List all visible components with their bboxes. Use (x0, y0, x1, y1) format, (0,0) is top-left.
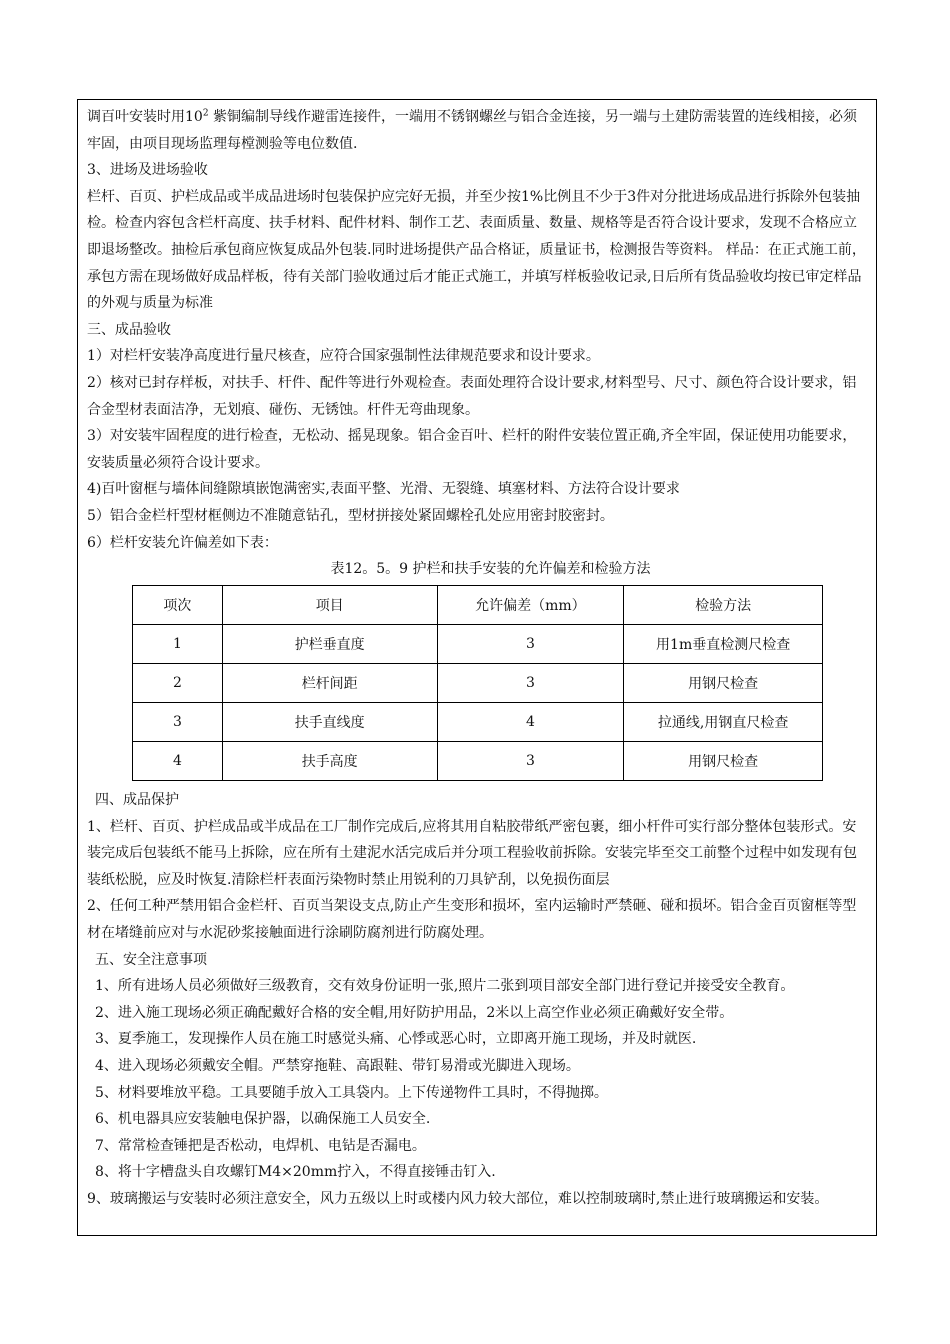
safety-item: 8、将十字槽盘头自攻螺钉M4×20mm拧入，不得直接锤击钉入. (95, 1164, 496, 1181)
table-cell: 3 (133, 703, 223, 742)
table-cell: 2 (133, 664, 223, 703)
safety-item: 3、夏季施工，发现操作人员在施工时感觉头痛、心悸或恶心时，立即离开施工现场，并及时就医. (95, 1031, 697, 1048)
table-cell: 栏杆间距 (222, 664, 437, 703)
table-cell: 拉通线,用钢直尺检查 (624, 703, 823, 742)
table-row (133, 625, 823, 664)
table-cell: 3 (437, 664, 624, 703)
table-cell: 用钢尺检查 (624, 664, 823, 703)
safety-item: 9、玻璃搬运与安装时必须注意安全，风力五级以上时或楼内风力较大部位，难以控制玻璃时,禁止进行玻璃搬运和安装。 (87, 1191, 829, 1207)
table-caption: 表12。5。9 护栏和扶手安装的允许偏差和检验方法 (330, 561, 651, 578)
table-row (133, 664, 823, 703)
table-cell: 3 (437, 742, 624, 781)
table-header-row (133, 586, 823, 625)
safety-item: 5、材料要堆放平稳。工具要随手放入工具袋内。上下传递物件工具时，不得抛掷。 (95, 1084, 608, 1101)
safety-title: 五、安全注意事项 (95, 951, 207, 968)
document-frame (77, 99, 877, 1236)
acceptance-item: 6）栏杆安装允许偏差如下表： (87, 534, 278, 551)
safety-item: 2、进入施工现场必须正确配戴好合格的安全帽,用好防护用品，2米以上高空作业必须正确戴好安全带。 (95, 1004, 734, 1021)
table-cell: 护栏垂直度 (222, 625, 437, 664)
acceptance-item: 3）对安装牢固程度的进行检查，无松动、摇晃现象。铝合金百叶、栏杆的附件安装位置正确,齐全牢固，保证使用功能要求，安装质量必须符合设计要求。 (87, 428, 857, 471)
table-row (133, 742, 823, 781)
safety-item: 6、机电器具应安装触电保护器，以确保施工人员安全. (95, 1111, 431, 1128)
header-cell: 项次 (133, 586, 223, 625)
table-cell: 扶手直线度 (222, 703, 437, 742)
header-cell: 项目 (222, 586, 437, 625)
acceptance-item: 2）核对已封存样板，对扶手、杆件、配件等进行外观检查。表面处理符合设计要求,材料型号、尺寸、颜色符合设计要求，铝合金型材表面洁净，无划痕、碰伤、无锈蚀。杆件无弯曲现象。 (87, 374, 857, 418)
safety-item: 4、进入现场必须戴安全帽。严禁穿拖鞋、高跟鞋、带钉易滑或光脚进入现场。 (95, 1058, 580, 1075)
protection-title: 四、成品保护 (95, 792, 179, 809)
table-cell: 用钢尺检查 (624, 742, 823, 781)
deviation-table (132, 585, 823, 781)
table-cell: 用1m垂直检测尺检查 (624, 625, 823, 664)
table-cell: 4 (437, 703, 624, 742)
acceptance-title: 三、成品验收 (87, 321, 171, 338)
table-cell: 3 (437, 625, 624, 664)
header-cell: 允许偏差（mm） (437, 586, 624, 625)
protection-item: 2、任何工种严禁用铝合金栏杆、百页当架设支点,防止产生变形和损坏，室内运输时严禁砸、碰和损坏。铝合金百页窗框等型材在堵缝前应对与水泥砂浆接触面进行涂刷防腐剂进行防腐处理。 (87, 898, 857, 942)
section-3-body: 栏杆、百页、护栏成品或半成品进场时包装保护应完好无损，并至少按1%比例且不少于3件对分批进场成品进行拆除外包装抽检。检查内容包含栏杆高度、扶手材料、配件材料、制作工艺、表面质量、数量、规格等是否符合设计要求，发现不合格应立即退场整改。抽检后承包商应恢复成品外包装.同时进场提供产品合格证，质量证书，检测报告等资料。 样品：在正式施工前，承包方需在现场做好成品样板，待有关部门验收通过后才能正式施工，并填写样板验收记录,日后所有货品验收均按已审定样品的外观与质量为标准 (87, 188, 866, 312)
acceptance-item: 5）铝合金栏杆型材框侧边不准随意钻孔，型材拼接处紧固螺栓孔处应用密封胶密封。 (87, 507, 614, 524)
acceptance-item: 4)百叶窗框与墙体间缝隙填嵌饱满密实,表面平整、光滑、无裂缝、填塞材料、方法符合设计要求 (87, 481, 680, 498)
table-cell: 1 (133, 625, 223, 664)
document-content (87, 104, 868, 1213)
intro-paragraph: 调百叶安装时用$10^2$ 紫铜编制导线作避雷连接件，一端用不锈钢螺丝与铝合金连接，另一端与土建防需装置的连线相接，必须牢固，由项目现场监理每樘测验等电位数值. (87, 108, 858, 152)
safety-item: 7、常常检查锤把是否松动，电焊机、电钻是否漏电。 (95, 1137, 426, 1154)
safety-item: 1、所有进场人员必须做好三级教育，交有效身份证明一张,照片二张到项目部安全部门进行登记并接受安全教育。 (95, 978, 795, 995)
protection-item: 1、栏杆、百页、护栏成品或半成品在工厂制作完成后,应将其用自粘胶带纸严密包裹，细小杆件可实行部分整体包装形式。安装完成后包装纸不能马上拆除，应在所有土建泥水活完成后并分项工程验收前拆除。安装完毕至交工前整个过程中如发现有包装纸松脱，应及时恢复.清除栏杆表面污染物时禁止用锐利的刀具铲刮，以免损伤面层 (87, 818, 857, 888)
section-3-title: 3、进场及进场验收 (87, 162, 208, 179)
acceptance-item: 1）对栏杆安装净高度进行量尺核查，应符合国家强制性法律规范要求和设计要求。 (87, 348, 600, 365)
table-cell: 扶手高度 (222, 742, 437, 781)
table-cell: 4 (133, 742, 223, 781)
header-cell: 检验方法 (624, 586, 823, 625)
table-row (133, 703, 823, 742)
